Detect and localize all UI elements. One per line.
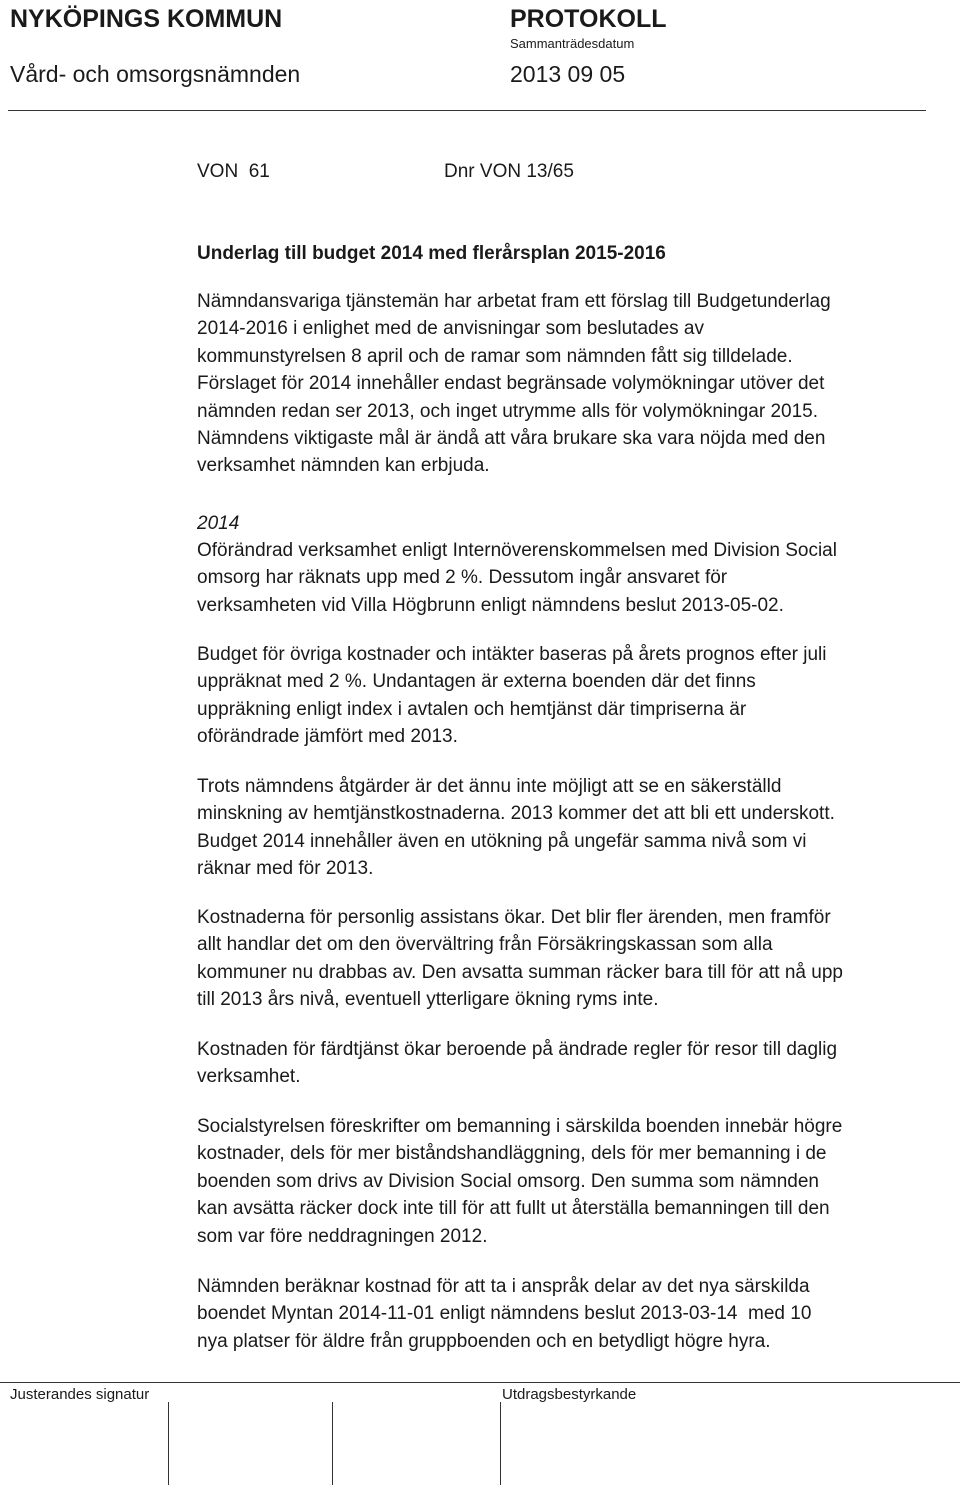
paragraph-line: verksamheten vid Villa Högbrunn enligt nämndens beslut 2013-05-02. — [197, 594, 784, 616]
paragraph-line: kan avsätta räcker dock inte till för att fullt ut återställa bemanningen till den — [197, 1198, 830, 1220]
paragraph-line: till 2013 års nivå, eventuell ytterligare ökning ryms inte. — [197, 989, 659, 1011]
paragraph-line: boendet Myntan 2014-11-01 enligt nämndens beslut 2013-03-14 med 10 — [197, 1303, 812, 1325]
paragraph-line: kommunstyrelsen 8 april och de ramar som nämnden fått sig tilldelade. — [197, 345, 793, 367]
paragraph-line: oförändrade jämfört med 2013. — [197, 726, 458, 748]
paragraph-line: Nämndansvariga tjänstemän har arbetat fram ett förslag till Budgetunderlag — [197, 291, 831, 312]
certified-label: Utdragsbestyrkande — [502, 1386, 637, 1403]
paragraph-line: som var före neddragningen 2012. — [197, 1225, 488, 1247]
paragraph-line: verksamhet nämnden kan erbjuda. — [197, 455, 490, 477]
header-divider — [8, 110, 926, 111]
paragraph-line: minskning av hemtjänstkostnaderna. 2013 kommer det att bli ett underskott. — [197, 803, 835, 825]
paragraph-line: allt handlar det om den övervältring från Försäkringskassan som alla — [197, 934, 773, 956]
document-type: PROTOKOLL — [510, 5, 667, 33]
section-year-heading: 2014 — [197, 513, 240, 534]
paragraph-line: uppräknat med 2 %. Undantagen är externa boenden där det finns — [197, 671, 756, 693]
paragraph-line: Förslaget för 2014 innehåller endast begränsade volymökningar utöver det — [197, 373, 825, 395]
paragraph-line: omsorg har räknats upp med 2 %. Dessutom ingår ansvaret för — [197, 567, 728, 589]
paragraph-line: Kostnaden för färdtjänst ökar beroende på ändrade regler för resor till daglig — [197, 1039, 838, 1060]
paragraph-line: verksamhet. — [197, 1066, 301, 1088]
paragraph-line: Nämnden beräknar kostnad för att ta i anspråk delar av det nya särskilda — [197, 1276, 810, 1297]
paragraph-line: 2014-2016 i enlighet med de anvisningar som beslutades av — [197, 318, 704, 340]
case-number: Dnr VON 13/65 — [444, 161, 574, 182]
paragraph-line: uppräkning enligt index i avtalen och hemtjänst där timpriserna är — [197, 698, 747, 720]
document-title: Underlag till budget 2014 med flerårsplan 2015-2016 — [197, 243, 666, 264]
signature-label: Justerandes signatur — [10, 1386, 150, 1403]
date-label: Sammanträdesdatum — [510, 36, 635, 51]
signature-box-line — [332, 1402, 333, 1485]
paragraph-line: Oförändrad verksamhet enligt Internöverenskommelsen med Division Social — [197, 540, 837, 561]
signature-box-line — [168, 1402, 169, 1485]
paragraph-line: Budget för övriga kostnader och intäkter baseras på årets prognos efter juli — [197, 644, 827, 665]
paragraph-line: kostnader, dels för mer biståndshandläggning, dels för mer bemanning i de — [197, 1143, 827, 1165]
paragraph-line: Budget 2014 innehåller även en utökning på ungefär samma nivå som vi — [197, 830, 807, 852]
paragraph-line: Kostnaderna för personlig assistans ökar. Det blir fler ärenden, men framför — [197, 907, 831, 928]
paragraph-line: nya platser för äldre från gruppboenden och en betydligt högre hyra. — [197, 1330, 771, 1352]
meeting-date: 2013 09 05 — [510, 61, 626, 87]
signature-box-line — [500, 1402, 501, 1485]
footer-divider — [0, 1382, 960, 1383]
paragraph-line: boenden som drivs av Division Social omsorg. Den summa som nämnden — [197, 1170, 819, 1192]
paragraph-line: Trots nämndens åtgärder är det ännu inte möjligt att se en säkerställd — [197, 776, 782, 797]
organization-name: NYKÖPINGS KOMMUN — [10, 5, 283, 33]
paragraph-line: räknar med för 2013. — [197, 858, 374, 880]
paragraph-line: Nämndens viktigaste mål är ändå att våra brukare ska vara nöjda med den — [197, 428, 826, 449]
committee-name: Vård- och omsorgsnämnden — [10, 61, 301, 87]
paragraph-line: Socialstyrelsen föreskrifter om bemanning i särskilda boenden innebär högre — [197, 1116, 843, 1137]
section-number: VON 61 — [197, 161, 270, 182]
paragraph-line: kommuner nu drabbas av. Den avsatta summan räcker bara till för att nå upp — [197, 961, 843, 983]
paragraph-line: nämnden redan ser 2013, och inget utrymme alls för volymökningar 2015. — [197, 400, 819, 422]
